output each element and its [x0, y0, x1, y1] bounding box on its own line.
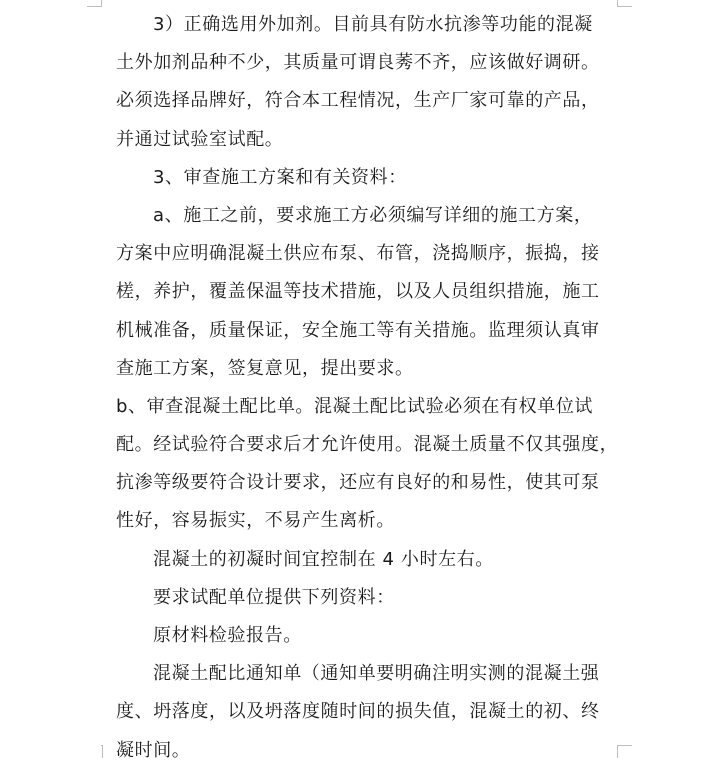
paragraph-line: 抗渗等级要符合设计要求，还应有良好的和易性，使其可泵: [116, 472, 600, 494]
paragraph-line: b、审查混凝土配比单。混凝土配比试验必须在有权单位试: [116, 395, 594, 417]
paragraph-line: 性好，容易振实，不易产生离析。: [116, 510, 395, 532]
list-item: 混凝土配比通知单（通知单要明确注明实测的混凝土强: [153, 663, 600, 685]
paragraph-line: 要求试配单位提供下列资料：: [153, 586, 395, 608]
paragraph-line: 凝时间。: [116, 739, 191, 761]
paragraph-line: 机械准备，质量保证，安全施工等有关措施。监理须认真审: [116, 319, 600, 341]
paragraph-line: 必须选择品牌好，符合本工程情况，生产厂家可靠的产品，: [116, 90, 600, 112]
paragraph-line: 方案中应明确混凝土供应布泵、布管，浇捣顺序，振捣，接: [116, 243, 600, 265]
paragraph-line: 配。经试验符合要求后才允许使用。混凝土质量不仅其强度，: [116, 434, 619, 456]
crop-mark-top-left: [87, 0, 102, 7]
paragraph-line: 并通过试验室试配。: [116, 128, 284, 150]
paragraph-line: 3）正确选用外加剂。目前具有防水抗渗等功能的混凝: [153, 14, 593, 35]
paragraph-line: a、施工之前，要求施工方必须编写详细的施工方案，: [153, 204, 593, 226]
paragraph-line: 查施工方案，签复意见，提出要求。: [116, 357, 414, 379]
document-body: [116, 6, 620, 770]
paragraph-line: 槎，养护，覆盖保温等技术措施，以及人员组织措施，施工: [116, 281, 600, 303]
list-item: 原材料检验报告。: [153, 625, 302, 646]
paragraph-line: 混凝土的初凝时间宜控制在 4 小时左右。: [153, 548, 494, 570]
section-heading: 3、审查施工方案和有关资料：: [153, 166, 407, 188]
paragraph-line: 度、坍落度，以及坍落度随时间的损失值，混凝土的初、终: [116, 701, 600, 723]
crop-mark-bottom-left: [101, 745, 103, 758]
paragraph-line: 土外加剂品种不少，其质量可谓良莠不齐，应该做好调研。: [116, 52, 600, 74]
